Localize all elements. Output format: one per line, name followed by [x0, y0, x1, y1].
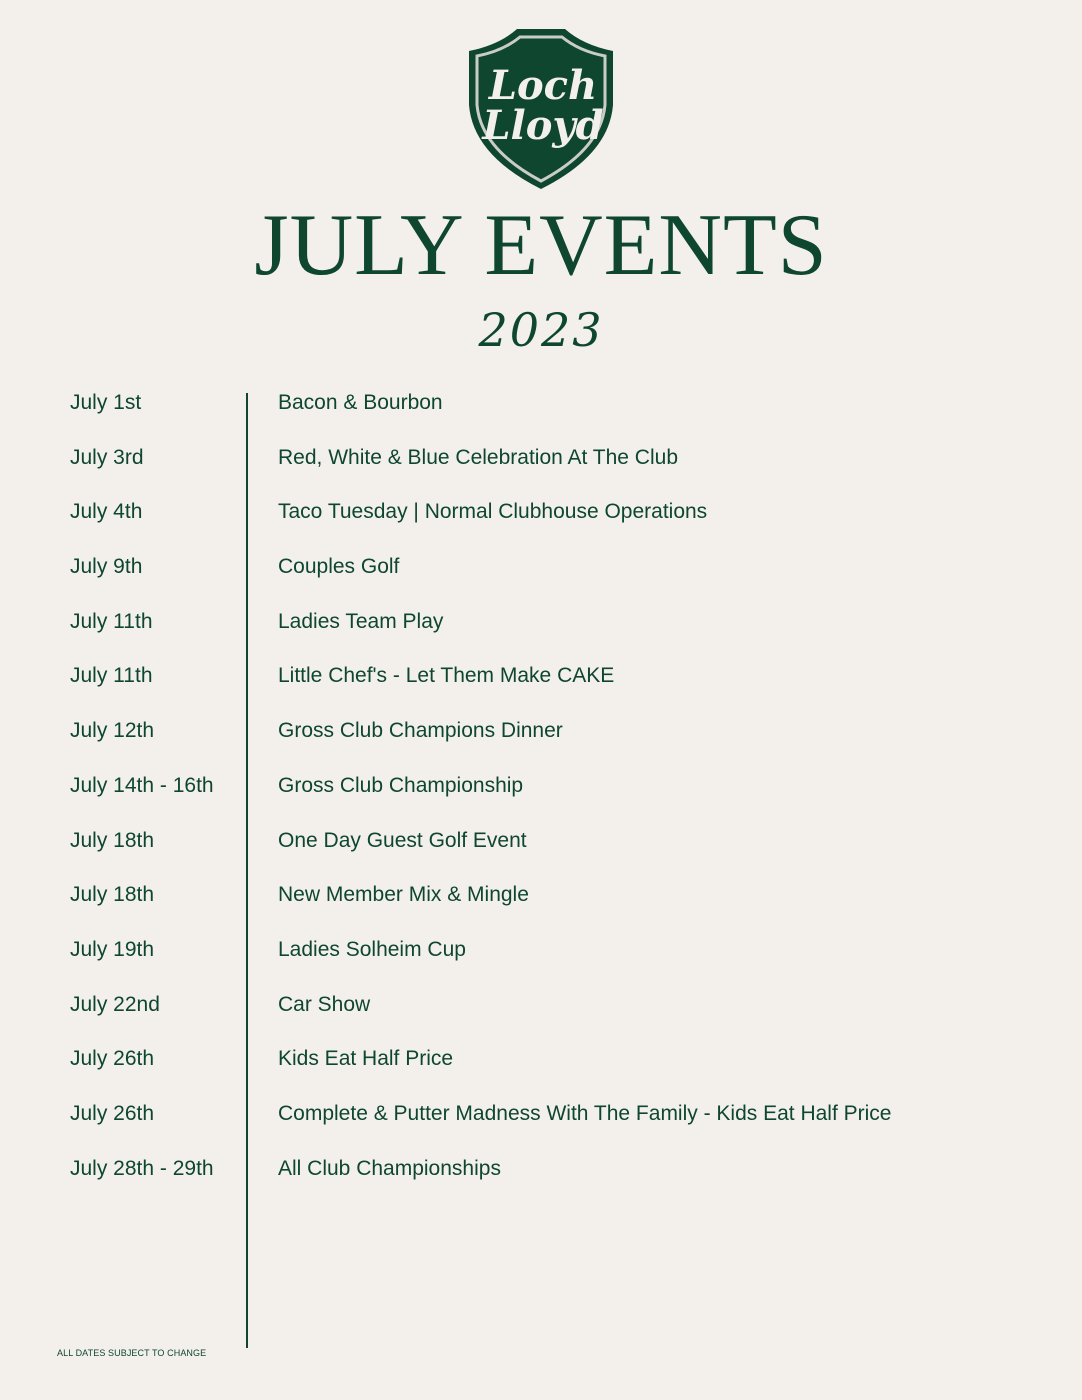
list-item — [0, 648, 1082, 703]
event-date: July 14th - 16th — [70, 773, 214, 797]
list-item — [0, 484, 1082, 539]
crest-shield-icon — [459, 23, 623, 191]
event-date: July 19th — [70, 937, 155, 961]
event-name: New Member Mix & Mingle — [278, 883, 529, 907]
page-title: JULY EVENTS — [254, 197, 828, 294]
event-name: Gross Club Championship — [278, 773, 524, 797]
list-item — [0, 922, 1082, 977]
crest-line2: Lloyd — [482, 102, 604, 149]
list-item — [0, 539, 1082, 594]
event-name: Little Chef's - Let Them Make CAKE — [278, 664, 615, 688]
event-name: Kids Eat Half Price — [278, 1047, 454, 1071]
event-date: July 3rd — [70, 445, 144, 469]
event-date: July 28th - 29th — [70, 1156, 214, 1180]
event-date: July 11th — [70, 609, 153, 633]
event-name: Ladies Team Play — [278, 609, 444, 633]
event-name: Complete & Putter Madness With The Family - Kids Eat Half Price — [278, 1101, 892, 1125]
event-name: Bacon & Bourbon — [278, 391, 443, 414]
page-year: 2023 — [478, 303, 604, 357]
event-name: Couples Golf — [278, 555, 400, 579]
event-date: July 9th — [70, 555, 143, 579]
list-item — [0, 375, 1082, 430]
event-name: Taco Tuesday | Normal Clubhouse Operations — [278, 500, 708, 524]
event-date: July 4th — [70, 500, 143, 524]
crest-line1: Loch — [488, 62, 598, 109]
event-name: Car Show — [278, 992, 371, 1016]
list-item — [0, 430, 1082, 485]
list-item — [0, 1086, 1082, 1141]
list-item — [0, 1141, 1082, 1196]
club-crest-logo — [459, 23, 623, 191]
event-name: One Day Guest Golf Event — [278, 828, 527, 852]
list-item — [0, 703, 1082, 758]
list-item — [0, 977, 1082, 1032]
events-list — [0, 375, 1082, 1195]
event-date: July 22nd — [70, 992, 160, 1016]
disclaimer-note: ALL DATES SUBJECT TO CHANGE — [57, 1348, 207, 1358]
event-date: July 26th — [70, 1047, 155, 1071]
list-item — [0, 1031, 1082, 1086]
event-date: July 18th — [70, 828, 155, 852]
event-date: July 18th — [70, 883, 155, 907]
event-name: Red, White & Blue Celebration At The Club — [278, 445, 678, 469]
event-date: July 11th — [70, 664, 153, 688]
list-item — [0, 758, 1082, 813]
event-name: Gross Club Champions Dinner — [278, 719, 563, 743]
event-name: Ladies Solheim Cup — [278, 937, 466, 961]
list-item — [0, 594, 1082, 649]
event-date: July 12th — [70, 719, 155, 743]
event-name: All Club Championships — [278, 1156, 501, 1180]
event-date: July 1st — [70, 391, 142, 414]
list-item — [0, 867, 1082, 922]
event-date: July 26th — [70, 1101, 155, 1125]
list-item — [0, 813, 1082, 868]
